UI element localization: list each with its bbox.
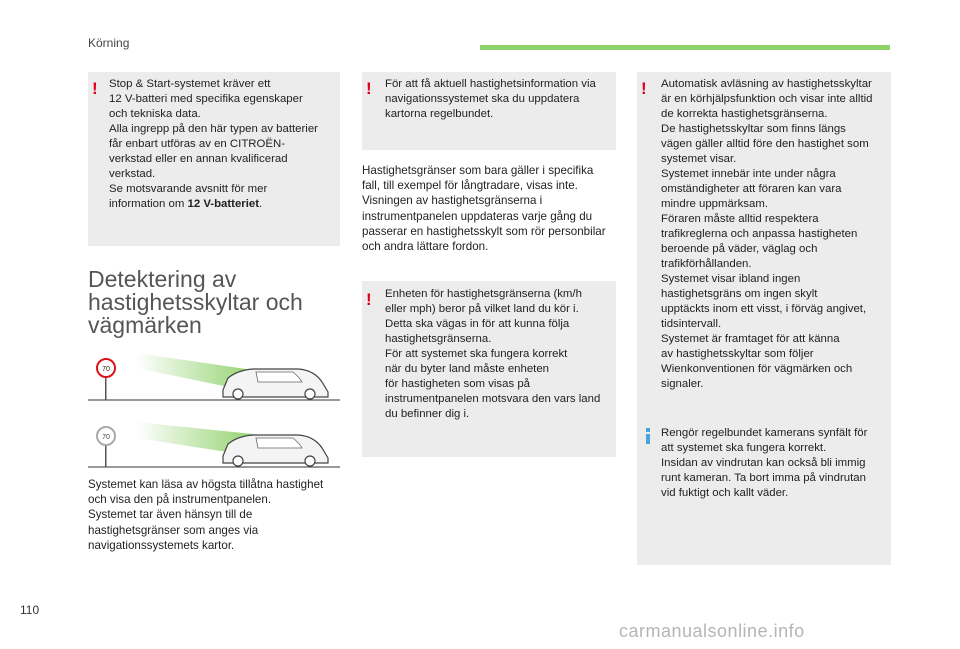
warning-icon: ! — [366, 79, 372, 98]
auto-reading-warning-text: Automatisk avläsning av hastighetsskyltar är en körhjälpsfunktion och visar inte alltid de korrekta hastighetsgränserna. De hastighetsskyltar som finns längs vägen gäller alltid före den hastighet som systemet visar. Systemet innebär inte under några omständigheter att föraren kan vara mindre uppmärksam. Föraren måste alltid respektera trafikreglerna och anpassa hastigheten beroende på väder, väglag och trafikförhållanden. Systemet visar ibland ingen hastighetsgräns om ingen skylt upptäckts inom ett visst, i förväg angivet, tidsintervall. Systemet är framtaget för att känna av hastighetsskyltar som följer Wienkonventionen för vägmärken och signaler. — [661, 78, 873, 390]
scene-top — [88, 353, 340, 400]
info-icon — [646, 434, 650, 444]
warning-icon: ! — [92, 79, 98, 98]
page-heading: Detektering av hastighetsskyltar och vägmärken — [88, 266, 303, 338]
speed-sign-detection-illustration — [88, 348, 340, 472]
stop-start-text: Stop & Start-systemet kräver ett 12 V-batteri med specifika egenskaper och tekniska data. Alla ingrepp på den här typen av batterier får enbart utföras av en CITROËN- verkstad eller en annan kvalificerad verkstad. Se motsvarande avsnitt för mer information om — [109, 78, 318, 210]
speed-sign-bottom-value: 70 — [102, 434, 110, 441]
camera-clean-text: Rengör regelbundet kamerans synfält för att systemet ska fungera korrekt. Insidan av vindrutan kan också bli immig runt kameran. Ta bort imma på vindrutan vid fuktigt och kallt väder. — [661, 427, 868, 499]
navigation-update-text: För att få aktuell hastighetsinformation via navigationssystemet ska du uppdatera kartorna regelbundet. — [385, 78, 596, 120]
navigation-update-box — [362, 72, 616, 150]
reading-paragraph: Systemet kan läsa av högsta tillåtna hastighet och visa den på instrumentpanelen. Systemet tar även hänsyn till de hastighetsgränser som anges via navigationssystemets kartor. — [88, 478, 324, 552]
warning-icon: ! — [366, 290, 372, 309]
limits-paragraph: Hastighetsgränser som bara gäller i specifika fall, till exempel för långtradare, visas inte. Visningen av hastighetsgränserna i instrumentpanelen uppdateras varje gång du passerar en hastighetsskylt som rör personbilar och andra lättare fordon. — [362, 164, 606, 254]
page-number: 110 — [20, 603, 40, 617]
stop-start-end: . — [259, 198, 263, 210]
watermark: carmanualsonline.info — [619, 621, 805, 641]
stop-start-warning-text — [109, 77, 337, 212]
unit-warning-box — [362, 281, 616, 457]
section-color-bar — [480, 45, 890, 50]
warning-icon: ! — [641, 79, 647, 98]
stop-start-warning-box — [88, 72, 340, 246]
unit-warning-text: Enheten för hastighetsgränserna (km/h eller mph) beror på vilket land du kör i. Detta ska vägas in för att kunna följa hastighetsgränserna. För att systemet ska fungera korrekt när du byter land måste enheten för hastigheten som visas på instrumentpanelen motsvara den vars land du befinner dig i. — [385, 288, 601, 420]
battery-reference: 12 V-batteriet — [187, 198, 260, 210]
section-title: Körning — [88, 36, 130, 50]
scene-bottom — [88, 422, 340, 467]
speed-sign-top-value: 70 — [102, 366, 110, 373]
